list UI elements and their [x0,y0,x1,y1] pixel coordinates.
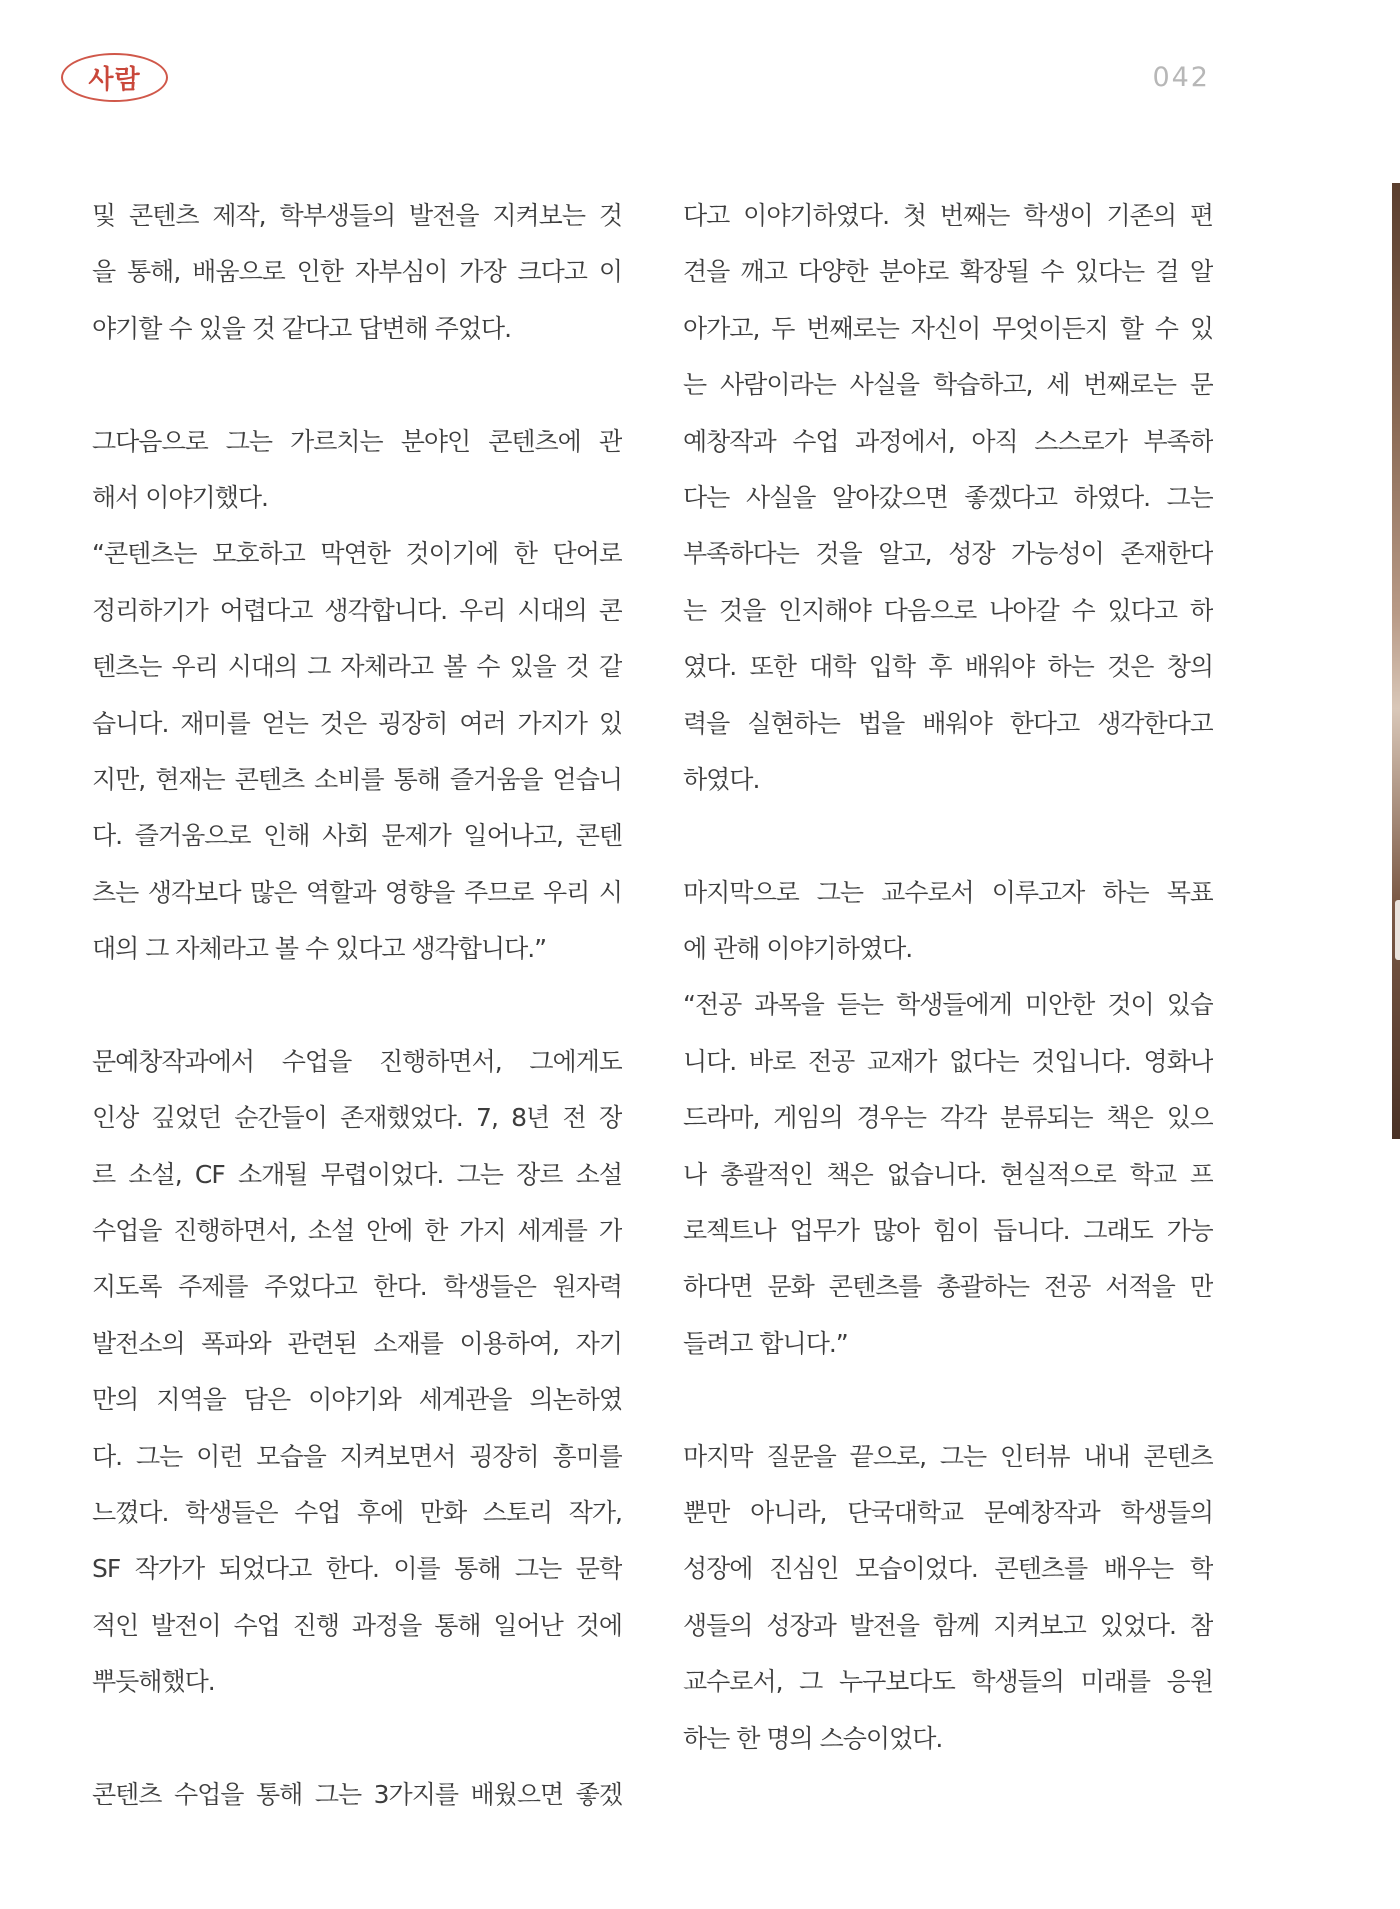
text-line: 에 관해 이야기하였다. [683,934,913,964]
text-line: 다. 그는 이런 모습을 지켜보면서 굉장히 흥미를 [92,1441,622,1471]
photo-edge-highlight [1395,900,1400,960]
paragraph-gap [683,808,1213,864]
text-line: 견을 깨고 다양한 분야로 확장될 수 있다는 걸 알 [683,257,1213,287]
text-line: 발전소의 폭파와 관련된 소재를 이용하여, 자기 [92,1328,622,1358]
left-column [92,188,622,1823]
text-line: 들려고 합니다.” [683,1328,848,1358]
text-line: 마지막 질문을 끝으로, 그는 인터뷰 내내 콘텐츠 [683,1441,1213,1471]
text-line: 드라마, 게임의 경우는 각각 분류되는 책은 있으 [683,1103,1213,1133]
text-line: 인상 깊었던 순간들이 존재했었다. 7, 8년 전 장 [92,1103,622,1133]
section-tag-label: 사람 [88,65,141,95]
text-line: 였다. 또한 대학 입학 후 배워야 하는 것은 창의 [683,652,1213,682]
paragraph-gap [92,1711,622,1767]
text-line: 뿌듯해했다. [92,1667,215,1697]
text-line: 나 총괄적인 책은 없습니다. 현실적으로 학교 프 [683,1159,1213,1189]
text-line: 츠는 생각보다 많은 역할과 영향을 주므로 우리 시 [92,877,622,907]
text-line: 콘텐츠 수업을 통해 그는 3가지를 배웠으면 좋겠 [92,1779,622,1809]
text-line: 텐츠는 우리 시대의 그 자체라고 볼 수 있을 것 같 [92,652,622,682]
photo-edge [1392,183,1400,1139]
text-line: 수업을 진행하면서, 소설 안에 한 가지 세계를 가 [92,1216,622,1246]
text-line: 습니다. 재미를 얻는 것은 굉장히 여러 가지가 있 [92,708,622,738]
text-line: 을 통해, 배움으로 인한 자부심이 가장 크다고 이 [92,257,622,287]
text-line: 하였다. [683,764,760,794]
section-tag [61,53,168,102]
text-line: 생들의 성장과 발전을 함께 지켜보고 있었다. 참 [683,1610,1213,1640]
text-line: 대의 그 자체라고 볼 수 있다고 생각합니다.” [92,934,547,964]
text-line: 아가고, 두 번째로는 자신이 무엇이든지 할 수 있 [683,313,1213,343]
text-line: 적인 발전이 수업 진행 과정을 통해 일어난 것에 [92,1610,622,1640]
text-line: 야기할 수 있을 것 같다고 답변해 주었다. [92,313,512,343]
text-line: 만의 지역을 담은 이야기와 세계관을 의논하였 [92,1385,622,1415]
text-line: “전공 과목을 듣는 학생들에게 미안한 것이 있습 [683,990,1213,1020]
text-line: 정리하기가 어렵다고 생각합니다. 우리 시대의 콘 [92,595,622,625]
text-line: 교수로서, 그 누구보다도 학생들의 미래를 응원 [683,1667,1213,1697]
text-line: 마지막으로 그는 교수로서 이루고자 하는 목표 [683,877,1213,907]
text-line: 다. 즐거움으로 인해 사회 문제가 일어나고, 콘텐 [92,821,622,851]
page-number: 042 [1152,62,1210,93]
text-line: 성장에 진심인 모습이었다. 콘텐츠를 배우는 학 [683,1554,1213,1584]
text-line: 니다. 바로 전공 교재가 없다는 것입니다. 영화나 [683,1046,1213,1076]
paragraph-gap [683,1372,1213,1428]
right-column [683,188,1213,1767]
text-line: 다는 사실을 알아갔으면 좋겠다고 하였다. 그는 [683,482,1213,512]
text-line: 력을 실현하는 법을 배워야 한다고 생각한다고 [683,708,1213,738]
text-line: 는 것을 인지해야 다음으로 나아갈 수 있다고 하 [683,595,1213,625]
text-line: 예창작과 수업 과정에서, 아직 스스로가 부족하 [683,426,1213,456]
text-line: 로젝트나 업무가 많아 힘이 듭니다. 그래도 가능 [683,1216,1213,1246]
text-line: 지도록 주제를 주었다고 한다. 학생들은 원자력 [92,1272,622,1302]
text-line: 다고 이야기하였다. 첫 번째는 학생이 기존의 편 [683,201,1213,230]
text-line: 부족하다는 것을 알고, 성장 가능성이 존재한다 [683,539,1213,569]
text-line: 해서 이야기했다. [92,482,268,512]
text-line: SF 작가가 되었다고 한다. 이를 통해 그는 문학 [92,1554,622,1584]
text-line: 하는 한 명의 스승이었다. [683,1723,943,1753]
text-line: 는 사람이라는 사실을 학습하고, 세 번째로는 문 [683,370,1213,400]
text-line: 뿐만 아니라, 단국대학교 문예창작과 학생들의 [683,1497,1213,1527]
text-line: 하다면 문화 콘텐츠를 총괄하는 전공 서적을 만 [683,1272,1213,1302]
text-line: 느꼈다. 학생들은 수업 후에 만화 스토리 작가, [92,1497,622,1527]
text-line: 및 콘텐츠 제작, 학부생들의 발전을 지켜보는 것 [92,201,622,230]
paragraph-gap [92,357,622,413]
text-line: 문예창작과에서 수업을 진행하면서, 그에게도 [92,1046,622,1076]
text-line: 그다음으로 그는 가르치는 분야인 콘텐츠에 관 [92,426,622,456]
text-line: “콘텐츠는 모호하고 막연한 것이기에 한 단어로 [92,539,622,569]
text-line: 지만, 현재는 콘텐츠 소비를 통해 즐거움을 얻습니 [92,764,622,794]
text-line: 르 소설, CF 소개될 무렵이었다. 그는 장르 소설 [92,1159,622,1189]
paragraph-gap [92,977,622,1033]
